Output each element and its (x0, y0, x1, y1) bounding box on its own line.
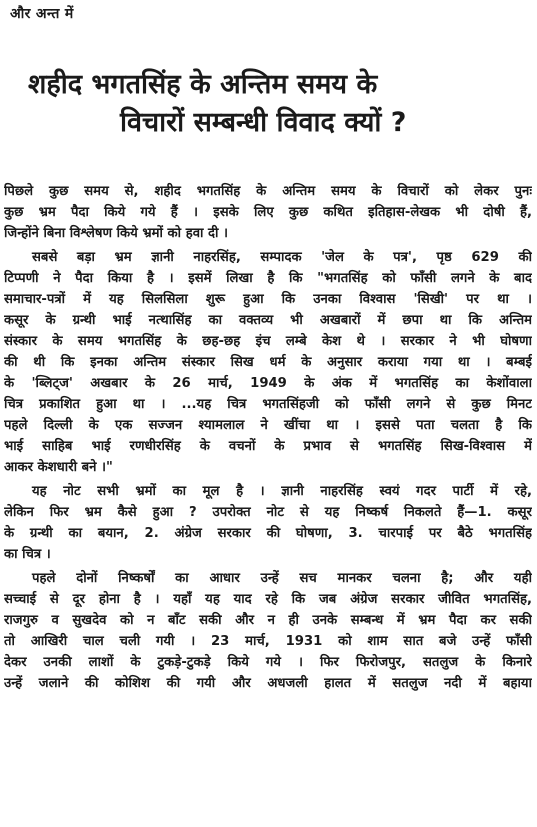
section-label: और अन्त में (10, 6, 74, 22)
body-line: यह नोट सभी भ्रमों का मूल है । ज्ञानी नाहरसिंह स्वयं गदर पार्टी में रहे, (32, 484, 532, 499)
body-line: टिप्पणी ने पैदा किया है । इसमें लिखा है कि "भगतसिंह को फाँसी लगने के बाद (4, 271, 532, 286)
headline-line-2: विचारों सम्बन्धी विवाद क्यों ? (120, 107, 407, 138)
body-line: तो आखिरी चाल चली गयी । 23 मार्च, 1931 को शाम सात बजे उन्हें फाँसी (4, 634, 532, 649)
body-line: जिन्होंने बिना विश्लेषण किये भ्रमों को हवा दी । (4, 226, 229, 241)
body-line: कसूर के ग्रन्थी भाई नत्थासिंह का वक्तव्य भी अखबारों में छपा था कि अन्तिम (4, 313, 532, 328)
article-headline (28, 66, 533, 142)
body-line: देकर उनकी लाशों के टुकड़े-टुकड़े किये गये । फिर फिरोजपुर, सतलुज के किनारे (4, 655, 532, 670)
body-line: राजगुरु व सुखदेव को न बाँट सकी और न ही उनके सम्बन्ध में भ्रम पैदा कर सकी (4, 613, 532, 628)
body-line: सच्चाई से दूर होना है । यहाँ यह याद रहे कि जब अंग्रेज सरकार जीवित भगतसिंह, (4, 592, 532, 607)
body-line: की थी कि इनका अन्तिम संस्कार सिख धर्म के अनुसार कराया गया था । बम्बई (4, 355, 532, 370)
body-line: आकर केशधारी बने ।" (4, 460, 113, 475)
body-line: के ग्रन्थी का बयान, 2. अंग्रेज सरकार की घोषणा, 3. चारपाई पर बैठे भगतसिंह (4, 526, 532, 541)
body-line: का चित्र । (4, 547, 51, 562)
headline-line-1: शहीद भगतसिंह के अन्तिम समय के (28, 69, 378, 100)
body-line: उन्हें जलाने की कोशिश की गयी और अधजली हालत में सतलुज नदी में बहाया (4, 676, 532, 691)
body-line: के 'ब्लिट्ज' अखबार के 26 मार्च, 1949 के अंक में भगतसिंह का केशोंवाला (4, 376, 532, 391)
body-line: पिछले कुछ समय से, शहीद भगतसिंह के अन्तिम समय के विचारों को लेकर पुनः (4, 184, 532, 199)
body-line: सबसे बड़ा भ्रम ज्ञानी नाहरसिंह, सम्पादक 'जेल के पत्र', पृष्ठ 629 की (32, 250, 532, 265)
body-line: संस्कार के समय भगतसिंह के छह-छह इंच लम्बे केश थे । सरकार ने भी घोषणा (4, 334, 532, 349)
body-line: लेकिन फिर भ्रम कैसे हुआ ? उपरोक्त नोट से यह निष्कर्ष निकलते हैं—1. कसूर (4, 505, 532, 520)
body-line: कुछ भ्रम पैदा किये गये हैं । इसके लिए कुछ कथित इतिहास-लेखक भी दोषी हैं, (4, 205, 532, 220)
body-line: समाचार-पत्रों में यह सिलसिला शुरू हुआ कि उनका विश्वास 'सिखी' पर था । (4, 292, 532, 307)
body-line: चित्र प्रकाशित हुआ था । ...यह चित्र भगतसिंहजी को फाँसी लगने से कुछ मिनट (4, 397, 532, 412)
body-line: पहले दोनों निष्कर्षों का आधार उन्हें सच मानकर चलना है; और यही (32, 571, 532, 586)
body-line: भाई साहिब भाई रणधीरसिंह के वचनों के प्रभाव से भगतसिंह सिख-विश्वास में (4, 439, 532, 454)
body-line: पहले दिल्ली के एक सज्जन श्यामलाल ने खींचा था । इससे पता चलता है कि (4, 418, 532, 433)
